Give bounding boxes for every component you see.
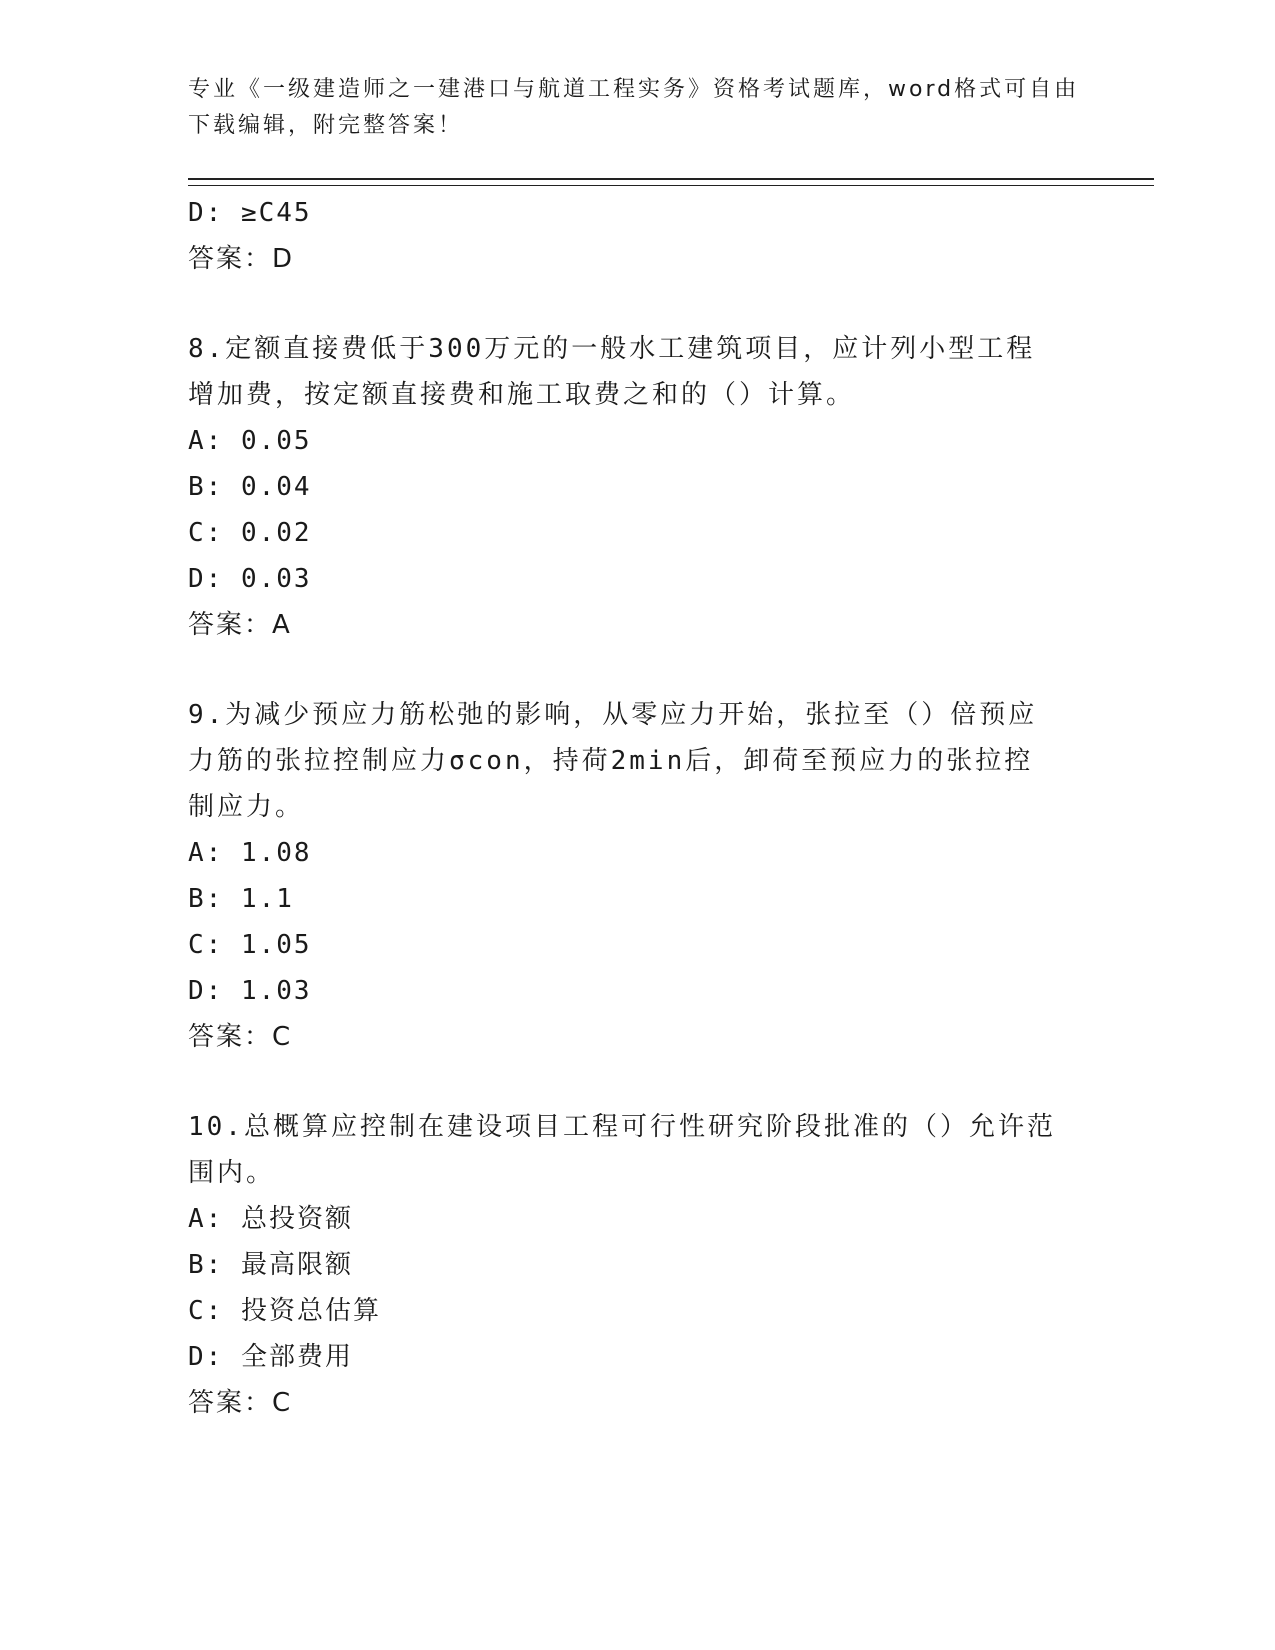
header-divider: [188, 178, 1154, 186]
option-c: C: 1.05: [188, 930, 312, 960]
option-c: C: 0.02: [188, 518, 312, 548]
question-8: [188, 326, 1088, 648]
answer: 答案：C: [188, 1022, 293, 1052]
question-stem: 8.定额直接费低于300万元的一般水工建筑项目，应计列小型工程增加费，按定额直接费和施工取费之和的（）计算。: [188, 334, 1036, 410]
answer: 答案：A: [188, 610, 292, 640]
question-9: [188, 692, 1088, 1060]
option-d: D: 全部费用: [188, 1342, 353, 1372]
option-d: D: 0.03: [188, 564, 312, 594]
page-header: 专业《一级建造师之一建港口与航道工程实务》资格考试题库，word格式可自由下载编辑，附完整答案！: [188, 77, 1080, 138]
question-10: [188, 1104, 1088, 1426]
option-c: C: 投资总估算: [188, 1296, 381, 1326]
option-a: A: 1.08: [188, 838, 312, 868]
option-d: D: ≥C45: [188, 198, 312, 228]
option-b: B: 0.04: [188, 472, 312, 502]
answer: 答案：D: [188, 244, 295, 274]
option-b: B: 最高限额: [188, 1250, 353, 1280]
question-stem: 9.为减少预应力筋松弛的影响，从零应力开始，张拉至（）倍预应力筋的张拉控制应力σcon，持荷2min后，卸荷至预应力的张拉控制应力。: [188, 700, 1038, 822]
option-b: B: 1.1: [188, 884, 294, 914]
option-a: A: 0.05: [188, 426, 312, 456]
document-body: [188, 190, 1088, 1426]
option-a: A: 总投资额: [188, 1204, 353, 1234]
question-stem: 10.总概算应控制在建设项目工程可行性研究阶段批准的（）允许范围内。: [188, 1112, 1056, 1188]
option-d: D: 1.03: [188, 976, 312, 1006]
answer: 答案：C: [188, 1388, 293, 1418]
previous-question-tail: [188, 190, 1088, 282]
